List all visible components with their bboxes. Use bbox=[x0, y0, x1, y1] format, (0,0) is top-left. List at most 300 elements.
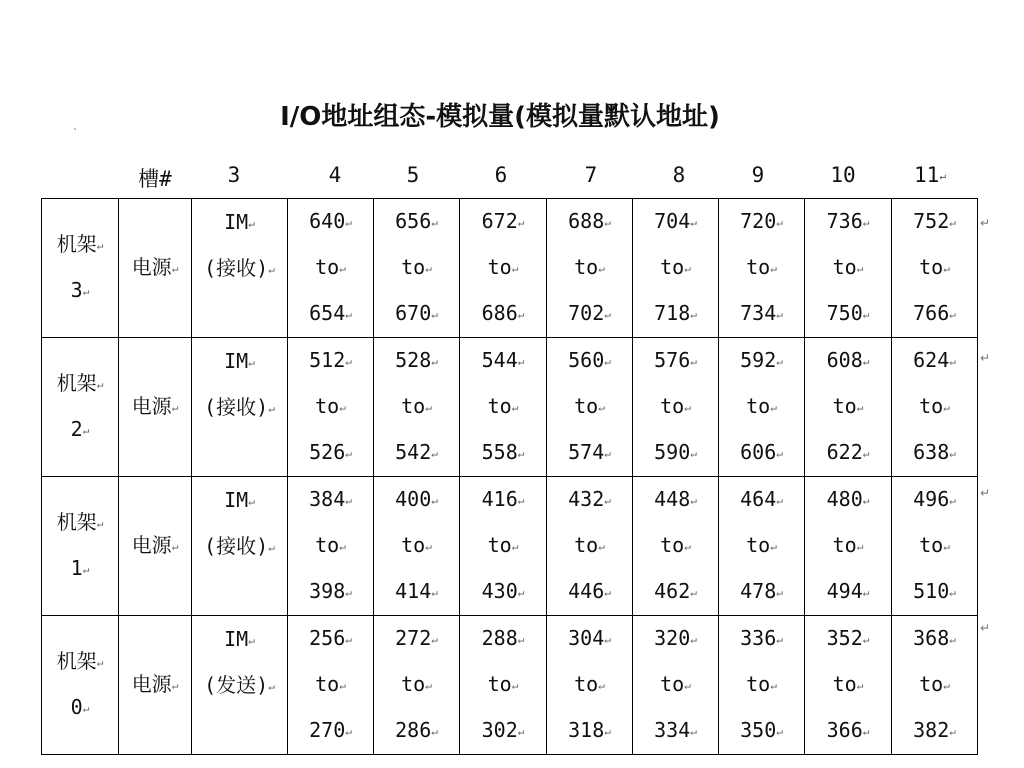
range-to-text: to bbox=[660, 255, 685, 279]
range-to-text: to bbox=[832, 533, 857, 557]
rack-number bbox=[42, 268, 118, 314]
paragraph-mark: ↵ bbox=[604, 308, 611, 321]
paragraph-mark: ↵ bbox=[949, 494, 956, 507]
paragraph-mark: ↵ bbox=[345, 308, 352, 321]
paragraph-mark: ↵ bbox=[598, 679, 605, 692]
paragraph-mark: ↵ bbox=[171, 540, 179, 553]
paragraph-mark: ↵ bbox=[82, 285, 90, 298]
paragraph-mark: ↵ bbox=[690, 308, 697, 321]
range-start-text: 704 bbox=[654, 209, 691, 233]
address-range-cell bbox=[547, 616, 633, 755]
paragraph-mark: ↵ bbox=[598, 401, 605, 414]
range-to-text: to bbox=[919, 255, 944, 279]
range-end bbox=[805, 569, 891, 615]
range-start-text: 688 bbox=[568, 209, 605, 233]
range-to bbox=[633, 384, 718, 430]
paragraph-mark: ↵ bbox=[339, 679, 346, 692]
paragraph-mark: ↵ bbox=[517, 355, 525, 368]
interface-module-cell bbox=[192, 199, 288, 338]
range-end-text: 590 bbox=[654, 440, 691, 464]
paragraph-mark: ↵ bbox=[776, 494, 783, 507]
range-to-text: to bbox=[746, 394, 771, 418]
range-end bbox=[547, 708, 632, 754]
range-end-text: 574 bbox=[568, 440, 605, 464]
range-start-text: 672 bbox=[481, 209, 518, 233]
row-end-mark: ↵ bbox=[980, 216, 991, 230]
paragraph-mark: ↵ bbox=[690, 355, 697, 368]
address-range-cell bbox=[892, 616, 978, 755]
range-end-text: 286 bbox=[395, 718, 432, 742]
address-range-cell bbox=[805, 616, 892, 755]
paragraph-mark: ↵ bbox=[345, 355, 352, 368]
range-start-text: 560 bbox=[568, 348, 605, 372]
range-end-text: 366 bbox=[826, 718, 863, 742]
range-start-text: 432 bbox=[568, 487, 605, 511]
range-end bbox=[633, 291, 718, 337]
paragraph-mark: ↵ bbox=[604, 494, 611, 507]
range-end-text: 398 bbox=[309, 579, 346, 603]
paragraph-mark: ↵ bbox=[604, 355, 611, 368]
paragraph-mark: ↵ bbox=[345, 586, 352, 599]
table-row bbox=[42, 199, 978, 338]
range-end bbox=[892, 291, 977, 337]
rack-label-text: 机架 bbox=[56, 232, 97, 256]
range-end bbox=[547, 430, 632, 476]
power-supply-label bbox=[119, 245, 191, 291]
range-to-text: to bbox=[832, 255, 857, 279]
range-to-text: to bbox=[919, 394, 944, 418]
paragraph-mark: ↵ bbox=[684, 679, 691, 692]
page-title: I/O地址组态-模拟量(模拟量默认地址) bbox=[280, 102, 720, 132]
range-to-text: to bbox=[401, 255, 426, 279]
range-start bbox=[374, 616, 459, 662]
range-end-text: 478 bbox=[740, 579, 777, 603]
range-end-text: 702 bbox=[568, 301, 605, 325]
paragraph-mark: ↵ bbox=[862, 586, 870, 599]
paragraph-mark: ↵ bbox=[517, 308, 525, 321]
range-end bbox=[374, 291, 459, 337]
table-row bbox=[42, 616, 978, 755]
paragraph-mark: ↵ bbox=[604, 725, 611, 738]
range-start-text: 528 bbox=[395, 348, 432, 372]
im-label bbox=[192, 617, 287, 663]
address-range-cell bbox=[374, 616, 460, 755]
range-to bbox=[547, 662, 632, 708]
address-range-cell bbox=[719, 338, 805, 477]
address-range-cell bbox=[719, 616, 805, 755]
interface-module-cell bbox=[192, 616, 288, 755]
range-start-text: 368 bbox=[913, 626, 950, 650]
range-start bbox=[633, 477, 718, 523]
rack-label-text: 机架 bbox=[56, 510, 97, 534]
range-to bbox=[460, 523, 546, 569]
header-text: 3 bbox=[227, 163, 241, 187]
range-end bbox=[288, 430, 373, 476]
range-end bbox=[460, 708, 546, 754]
range-start bbox=[805, 199, 891, 245]
rack-number-text: 2 bbox=[70, 417, 83, 441]
range-start-text: 544 bbox=[481, 348, 518, 372]
rack-number bbox=[42, 685, 118, 731]
power-supply-cell bbox=[119, 477, 192, 616]
range-end bbox=[805, 291, 891, 337]
range-end bbox=[892, 569, 977, 615]
row-end-mark: ↵ bbox=[980, 486, 991, 500]
paragraph-mark: ↵ bbox=[690, 494, 697, 507]
address-range-cell bbox=[633, 477, 719, 616]
range-end-text: 430 bbox=[481, 579, 518, 603]
table-row bbox=[42, 477, 978, 616]
rack-label bbox=[42, 361, 118, 407]
paragraph-mark: ↵ bbox=[690, 216, 697, 229]
paragraph-mark: ↵ bbox=[604, 633, 611, 646]
range-end bbox=[633, 708, 718, 754]
paragraph-mark: ↵ bbox=[339, 540, 346, 553]
range-to-text: to bbox=[574, 255, 599, 279]
range-start bbox=[892, 338, 977, 384]
range-to bbox=[892, 523, 977, 569]
range-start-text: 640 bbox=[309, 209, 346, 233]
range-to bbox=[805, 662, 891, 708]
range-start-text: 304 bbox=[568, 626, 605, 650]
paragraph-mark: ↵ bbox=[511, 401, 519, 414]
range-to bbox=[460, 245, 546, 291]
paragraph-mark: ↵ bbox=[684, 401, 691, 414]
range-to-text: to bbox=[487, 533, 512, 557]
range-start-text: 656 bbox=[395, 209, 432, 233]
range-start bbox=[633, 616, 718, 662]
range-end bbox=[374, 430, 459, 476]
range-to bbox=[719, 523, 804, 569]
paragraph-mark: ↵ bbox=[776, 355, 783, 368]
paragraph-mark: ↵ bbox=[248, 216, 255, 230]
paragraph-mark: ↵ bbox=[776, 586, 783, 599]
range-to-text: to bbox=[487, 394, 512, 418]
range-end bbox=[288, 569, 373, 615]
power-supply-label bbox=[119, 662, 191, 708]
header-text: 6 bbox=[494, 163, 508, 187]
range-start bbox=[719, 338, 804, 384]
range-start-text: 592 bbox=[740, 348, 777, 372]
paragraph-mark: ↵ bbox=[248, 633, 255, 647]
range-to bbox=[805, 245, 891, 291]
paragraph-mark: ↵ bbox=[96, 656, 104, 669]
paragraph-mark: ↵ bbox=[943, 679, 950, 692]
interface-module-cell bbox=[192, 477, 288, 616]
paragraph-mark: ↵ bbox=[345, 216, 352, 229]
paragraph-mark: ↵ bbox=[345, 447, 352, 460]
paragraph-mark: ↵ bbox=[339, 262, 346, 275]
address-range-cell bbox=[547, 199, 633, 338]
header-text: 7 bbox=[584, 163, 598, 187]
paragraph-mark: ↵ bbox=[517, 447, 525, 460]
range-start bbox=[547, 199, 632, 245]
range-end-text: 766 bbox=[913, 301, 950, 325]
range-end bbox=[460, 569, 546, 615]
range-end-text: 318 bbox=[568, 718, 605, 742]
range-end bbox=[374, 708, 459, 754]
paragraph-mark: ↵ bbox=[598, 262, 605, 275]
range-end-text: 302 bbox=[481, 718, 518, 742]
paragraph-mark: ↵ bbox=[431, 216, 438, 229]
im-mode-text: (接收) bbox=[204, 255, 269, 280]
range-end bbox=[460, 291, 546, 337]
paragraph-mark: ↵ bbox=[776, 725, 783, 738]
paragraph-mark: ↵ bbox=[345, 494, 352, 507]
range-start bbox=[719, 477, 804, 523]
im-label bbox=[192, 478, 287, 524]
rack-cell bbox=[42, 616, 119, 755]
range-end-text: 270 bbox=[309, 718, 346, 742]
paragraph-mark: ↵ bbox=[425, 262, 432, 275]
range-end bbox=[805, 430, 891, 476]
paragraph-mark: ↵ bbox=[268, 540, 275, 554]
im-label-text: IM bbox=[224, 348, 249, 373]
range-start-text: 272 bbox=[395, 626, 432, 650]
paragraph-mark: ↵ bbox=[345, 633, 352, 646]
im-mode bbox=[192, 246, 287, 292]
range-start-text: 320 bbox=[654, 626, 691, 650]
range-to bbox=[460, 662, 546, 708]
paragraph-mark: ↵ bbox=[862, 447, 870, 460]
paragraph-mark: ↵ bbox=[862, 216, 870, 229]
paragraph-mark: ↵ bbox=[431, 725, 438, 738]
paragraph-mark: ↵ bbox=[943, 262, 950, 275]
range-end-text: 718 bbox=[654, 301, 691, 325]
range-to bbox=[288, 384, 373, 430]
range-start bbox=[460, 338, 546, 384]
range-start-text: 512 bbox=[309, 348, 346, 372]
range-start-text: 736 bbox=[826, 209, 863, 233]
rack-number bbox=[42, 546, 118, 592]
range-start-text: 720 bbox=[740, 209, 777, 233]
range-start bbox=[374, 477, 459, 523]
rack-cell bbox=[42, 477, 119, 616]
paragraph-mark: ↵ bbox=[171, 679, 179, 692]
paragraph-mark: ↵ bbox=[690, 633, 697, 646]
paragraph-mark: ↵ bbox=[943, 401, 950, 414]
range-to bbox=[719, 384, 804, 430]
paragraph-mark: ↵ bbox=[82, 563, 90, 576]
range-start bbox=[719, 199, 804, 245]
paragraph-mark: ↵ bbox=[770, 401, 777, 414]
range-to-text: to bbox=[401, 394, 426, 418]
paragraph-mark: ↵ bbox=[431, 308, 438, 321]
range-to bbox=[374, 245, 459, 291]
address-range-cell bbox=[460, 616, 547, 755]
range-to bbox=[374, 523, 459, 569]
im-mode-text: (发送) bbox=[204, 672, 269, 697]
range-to-text: to bbox=[487, 255, 512, 279]
range-end-text: 734 bbox=[740, 301, 777, 325]
power-supply-label bbox=[119, 384, 191, 430]
range-to-text: to bbox=[401, 533, 426, 557]
range-to-text: to bbox=[315, 672, 340, 696]
range-to-text: to bbox=[574, 533, 599, 557]
address-range-cell bbox=[805, 338, 892, 477]
range-end bbox=[719, 569, 804, 615]
paragraph-mark: ↵ bbox=[776, 633, 783, 646]
range-end-text: 510 bbox=[913, 579, 950, 603]
paragraph-mark: ↵ bbox=[511, 679, 519, 692]
header-slot-11 bbox=[890, 163, 970, 187]
range-end-text: 606 bbox=[740, 440, 777, 464]
range-to-text: to bbox=[919, 672, 944, 696]
range-end bbox=[288, 708, 373, 754]
range-to-text: to bbox=[315, 394, 340, 418]
range-end-text: 494 bbox=[826, 579, 863, 603]
range-to bbox=[805, 384, 891, 430]
range-to bbox=[547, 523, 632, 569]
spacer bbox=[192, 709, 287, 754]
address-range-cell bbox=[288, 616, 374, 755]
range-start bbox=[547, 477, 632, 523]
range-to-text: to bbox=[832, 394, 857, 418]
paragraph-mark: ↵ bbox=[690, 447, 697, 460]
paragraph-mark: ↵ bbox=[268, 679, 275, 693]
rack-label-text: 机架 bbox=[56, 371, 97, 395]
paragraph-mark: ↵ bbox=[511, 540, 519, 553]
paragraph-mark: ↵ bbox=[431, 355, 438, 368]
range-start-text: 464 bbox=[740, 487, 777, 511]
im-label-text: IM bbox=[224, 487, 249, 512]
rack-cell bbox=[42, 338, 119, 477]
range-end-text: 622 bbox=[826, 440, 863, 464]
range-end bbox=[633, 430, 718, 476]
paragraph-mark: ↵ bbox=[425, 401, 432, 414]
range-start bbox=[374, 338, 459, 384]
range-start bbox=[547, 616, 632, 662]
address-range-cell bbox=[288, 199, 374, 338]
range-start bbox=[892, 199, 977, 245]
paragraph-mark: ↵ bbox=[770, 540, 777, 553]
range-start-text: 480 bbox=[826, 487, 863, 511]
range-start bbox=[288, 477, 373, 523]
range-start-text: 608 bbox=[826, 348, 863, 372]
range-to bbox=[460, 384, 546, 430]
range-end-text: 654 bbox=[309, 301, 346, 325]
range-end bbox=[460, 430, 546, 476]
interface-module-cell bbox=[192, 338, 288, 477]
range-start-text: 576 bbox=[654, 348, 691, 372]
paragraph-mark: ↵ bbox=[949, 308, 956, 321]
address-range-cell bbox=[892, 199, 978, 338]
paragraph-mark: ↵ bbox=[862, 355, 870, 368]
header-slot-7 bbox=[551, 163, 631, 187]
paragraph-mark: ↵ bbox=[690, 725, 697, 738]
address-range-cell bbox=[892, 477, 978, 616]
range-end bbox=[374, 569, 459, 615]
paragraph-mark: ↵ bbox=[856, 540, 864, 553]
range-to bbox=[892, 384, 977, 430]
paragraph-mark: ↵ bbox=[776, 447, 783, 460]
range-end bbox=[719, 708, 804, 754]
address-range-cell bbox=[547, 477, 633, 616]
power-supply-label-text: 电源 bbox=[131, 533, 172, 557]
range-to-text: to bbox=[574, 394, 599, 418]
address-range-cell bbox=[460, 338, 547, 477]
range-to bbox=[288, 523, 373, 569]
address-range-cell bbox=[892, 338, 978, 477]
paragraph-mark: ↵ bbox=[268, 401, 275, 415]
range-to-text: to bbox=[315, 533, 340, 557]
power-supply-cell bbox=[119, 199, 192, 338]
range-start-text: 400 bbox=[395, 487, 432, 511]
range-start-text: 416 bbox=[481, 487, 518, 511]
header-text: 8 bbox=[672, 163, 686, 187]
range-end-text: 670 bbox=[395, 301, 432, 325]
paragraph-mark: ↵ bbox=[856, 262, 864, 275]
range-to bbox=[719, 662, 804, 708]
range-to-text: to bbox=[315, 255, 340, 279]
paragraph-mark: ↵ bbox=[862, 308, 870, 321]
range-end-text: 414 bbox=[395, 579, 432, 603]
range-to bbox=[288, 662, 373, 708]
header-slot-6 bbox=[461, 163, 541, 187]
paragraph-mark: ↵ bbox=[862, 725, 870, 738]
range-to-text: to bbox=[746, 255, 771, 279]
address-range-cell bbox=[374, 199, 460, 338]
paragraph-mark: ↵ bbox=[171, 401, 179, 414]
range-start bbox=[460, 477, 546, 523]
range-to bbox=[719, 245, 804, 291]
im-label bbox=[192, 200, 287, 246]
paragraph-mark: ↵ bbox=[517, 494, 525, 507]
rack-label bbox=[42, 639, 118, 685]
address-range-cell bbox=[633, 199, 719, 338]
range-end bbox=[547, 569, 632, 615]
range-start bbox=[633, 199, 718, 245]
range-start bbox=[892, 477, 977, 523]
header-text: 10 bbox=[830, 163, 856, 187]
range-start-text: 752 bbox=[913, 209, 950, 233]
range-end bbox=[547, 291, 632, 337]
paragraph-mark: ↵ bbox=[770, 262, 777, 275]
range-start bbox=[374, 199, 459, 245]
range-to bbox=[374, 662, 459, 708]
range-end-text: 686 bbox=[481, 301, 518, 325]
paragraph-mark: ↵ bbox=[431, 494, 438, 507]
header-slot-8 bbox=[639, 163, 719, 187]
rack-number-text: 1 bbox=[70, 556, 83, 580]
power-supply-cell bbox=[119, 338, 192, 477]
range-start bbox=[805, 616, 891, 662]
range-start-text: 256 bbox=[309, 626, 346, 650]
range-to bbox=[633, 662, 718, 708]
range-to-text: to bbox=[487, 672, 512, 696]
paragraph-mark: ↵ bbox=[949, 447, 956, 460]
paragraph-mark: ↵ bbox=[943, 540, 950, 553]
paragraph-mark: ↵ bbox=[517, 216, 525, 229]
paragraph-mark: ↵ bbox=[949, 586, 956, 599]
stray-mark: ` bbox=[73, 128, 78, 139]
range-end bbox=[805, 708, 891, 754]
paragraph-mark: ↵ bbox=[684, 540, 691, 553]
paragraph-mark: ↵ bbox=[604, 216, 611, 229]
paragraph-mark: ↵ bbox=[425, 540, 432, 553]
range-to-text: to bbox=[660, 672, 685, 696]
range-end-text: 350 bbox=[740, 718, 777, 742]
paragraph-mark: ↵ bbox=[96, 239, 104, 252]
im-label-text: IM bbox=[224, 626, 249, 651]
range-to bbox=[633, 523, 718, 569]
address-range-cell bbox=[805, 477, 892, 616]
range-to-text: to bbox=[919, 533, 944, 557]
paragraph-mark: ↵ bbox=[339, 401, 346, 414]
range-start bbox=[288, 616, 373, 662]
paragraph-mark: ↵ bbox=[598, 540, 605, 553]
rack-number-text: 3 bbox=[70, 278, 83, 302]
